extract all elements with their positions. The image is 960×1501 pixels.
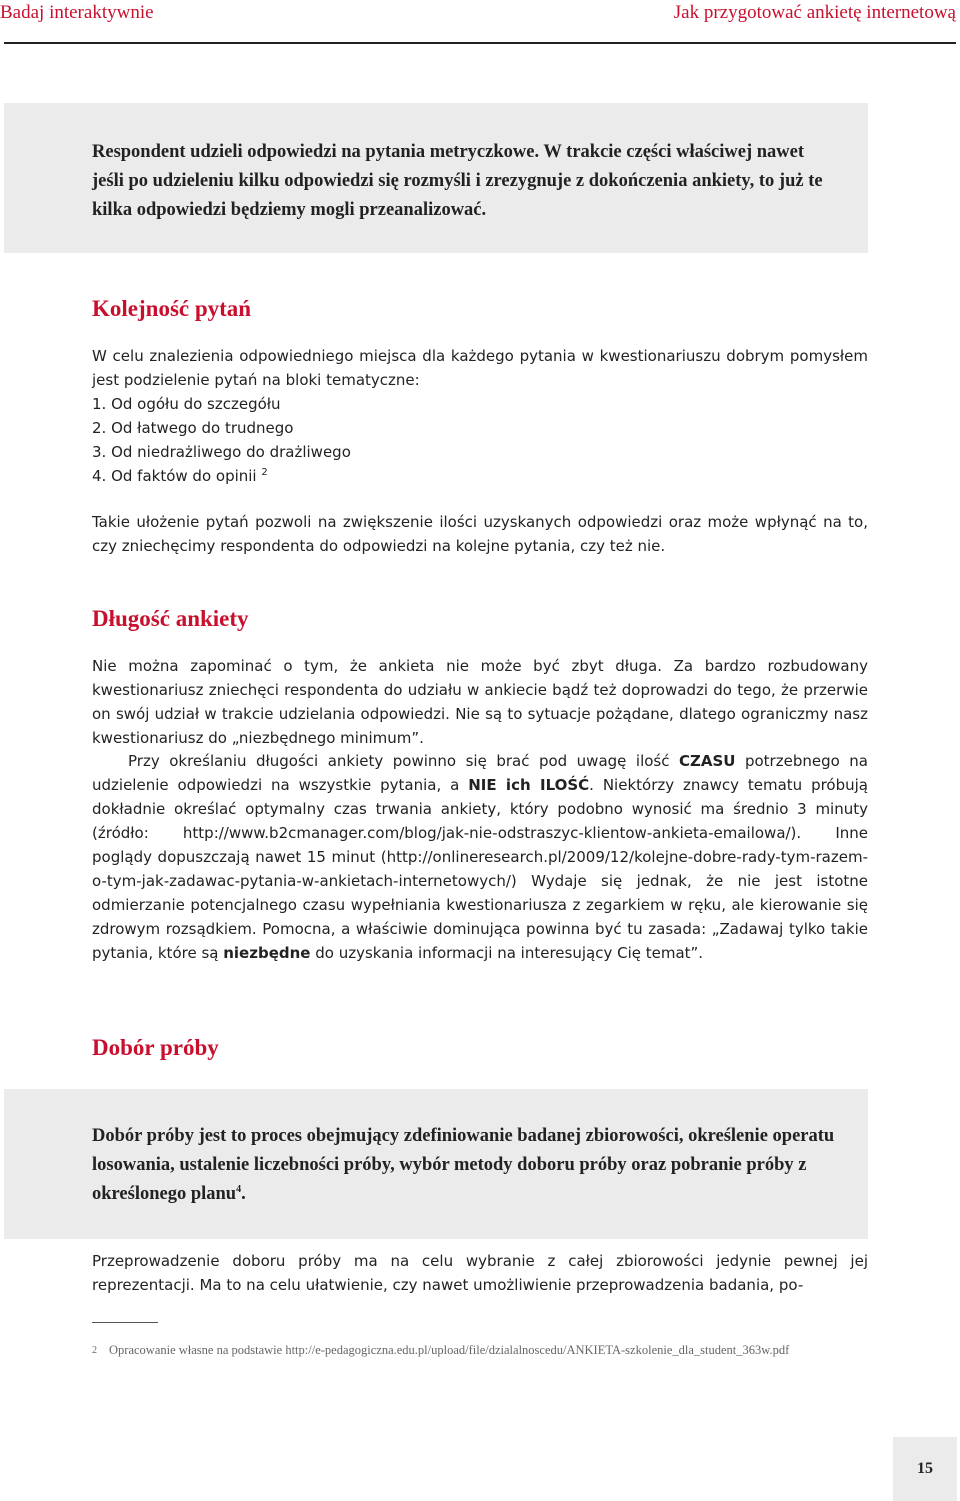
list-item: 1. Od ogółu do szczegółu xyxy=(92,395,281,413)
section-title-question-order: Kolejność pytań xyxy=(92,296,252,321)
page-number-box xyxy=(893,1437,957,1501)
header-chapter-title: Jak przygotować ankietę internetową xyxy=(673,2,956,23)
highlight-box-sampling xyxy=(4,1089,868,1239)
list-item: 2. Od łatwego do trudnego xyxy=(92,419,294,437)
footnote-divider xyxy=(92,1322,158,1323)
section-title-sampling: Dobór próby xyxy=(92,1035,219,1060)
list-item-text: 4. Od faktów do opinii xyxy=(92,467,262,485)
paragraph-text: . Niektórzy znawcy tematu próbują dokładnie określać optymalny czas trwania ankiety, który podobno wynosić ma średnio 3 minuty (źródło: http://www.b2cmanager.com/blog/jak-nie-odstraszyc-klientow-ankieta-emailowa/). Inne poglądy dopuszczają nawet 15 minut (http://onlineresearch.pl/2009/12/kolejne-dobre-rady-tym-razem-o-tym-jak-zadawac-pytania-w-ankietach-internetowych/) Wydaje się jednak, że nie jest istotne odmierzanie potencjalnego czasu wypełniania kwestionariusza z zegarkiem w ręku, ale kierowanie się zdrowym rozsądkiem. Pomocna, a właściwie dominująca powinna być tu zasada: „Zadawaj tylko takie pytania, które są xyxy=(92,776,868,962)
emphasis-time: CZASU xyxy=(678,752,736,770)
paragraph-text: potrzebnego na udzielenie odpowiedzi na wszystkie pytania, a xyxy=(92,752,868,794)
paragraph-text: do uzyskania informacji na interesujący Cię temat”. xyxy=(310,944,704,962)
footnote xyxy=(92,1342,868,1359)
emphasis-count: NIE ich ILOŚĆ xyxy=(468,776,590,794)
paragraph-text: Przy określaniu długości ankiety powinno się brać pod uwagę ilość xyxy=(128,752,679,770)
intro-text: W celu znalezienia odpowiedniego miejsca dla każdego pytania w kwestionariuszu dobrym pomysłem jest podzielenie pytań na bloki tematyczne: xyxy=(92,347,868,389)
sampling-paragraph xyxy=(92,1249,868,1297)
survey-length-paragraph-2 xyxy=(92,749,868,965)
footnote-number: 2 xyxy=(92,1345,97,1356)
list-item xyxy=(92,464,868,488)
paragraph-text: Nie można zapominać o tym, że ankieta nie może być zbyt długa. Za bardzo rozbudowany kwestionariusz zniechęci respondenta do udziału w ankiecie bądź też doprowadzi do tego, że przerwie on swój udział w trakcie udzielania odpowiedzi. Nie są to sytuacje pożądane, dlatego ograniczmy nasz kwestionariusz do „niezbędnego minimum”. xyxy=(92,657,868,747)
footnote-ref[interactable]: 4 xyxy=(236,1183,242,1195)
paragraph-text: Takie ułożenie pytań pozwoli na zwiększenie ilości uzyskanych odpowiedzi oraz może wpłynąć na to, czy zniechęcimy respondenta do odpowiedzi na kolejne pytania, czy też nie. xyxy=(92,513,868,555)
paragraph-text: Przeprowadzenie doboru próby ma na celu wybranie z całej zbiorowości jedynie pewnej jej reprezentacji. Ma to na celu ułatwienie, czy nawet umożliwienie przeprowadzenia badania, po- xyxy=(92,1252,868,1294)
highlight-box-respondent xyxy=(4,103,868,253)
survey-length-paragraph-1 xyxy=(92,654,868,750)
footnote-ref[interactable]: 2 xyxy=(261,467,268,478)
header-publication-title: Badaj interaktywnie xyxy=(0,2,154,23)
highlight-box-end: . xyxy=(241,1184,246,1204)
list-item: 3. Od niedrażliwego do drażliwego xyxy=(92,443,351,461)
highlight-box-text: Respondent udzieli odpowiedzi na pytania metryczkowe. W trakcie części właściwej nawet jeśli po udzieleniu kilku odpowiedzi się rozmyśli i zrezygnuje z dokończenia ankiety, to już te kilka odpowiedzi będziemy mogli przeanalizować. xyxy=(92,142,823,220)
section-title-survey-length: Długość ankiety xyxy=(92,606,249,631)
highlight-box-text: Dobór próby jest to proces obejmujący zdefiniowanie badanej zbiorowości, określenie operatu losowania, ustalenie liczebności próby, wybór metody doboru próby oraz pobranie próby z określonego planu xyxy=(92,1126,835,1204)
footnote-text: Opracowanie własne na podstawie http://e-pedagogiczna.edu.pl/upload/file/dzialalnoscedu/ANKIETA-szkolenie_dla_student_363w.pdf xyxy=(109,1343,790,1357)
header-divider xyxy=(4,42,956,44)
question-order-paragraph xyxy=(92,510,868,558)
emphasis-necessary: niezbędne xyxy=(223,944,311,962)
page-number: 15 xyxy=(917,1460,933,1477)
question-order-intro xyxy=(92,344,868,392)
thematic-blocks-list xyxy=(92,392,868,488)
